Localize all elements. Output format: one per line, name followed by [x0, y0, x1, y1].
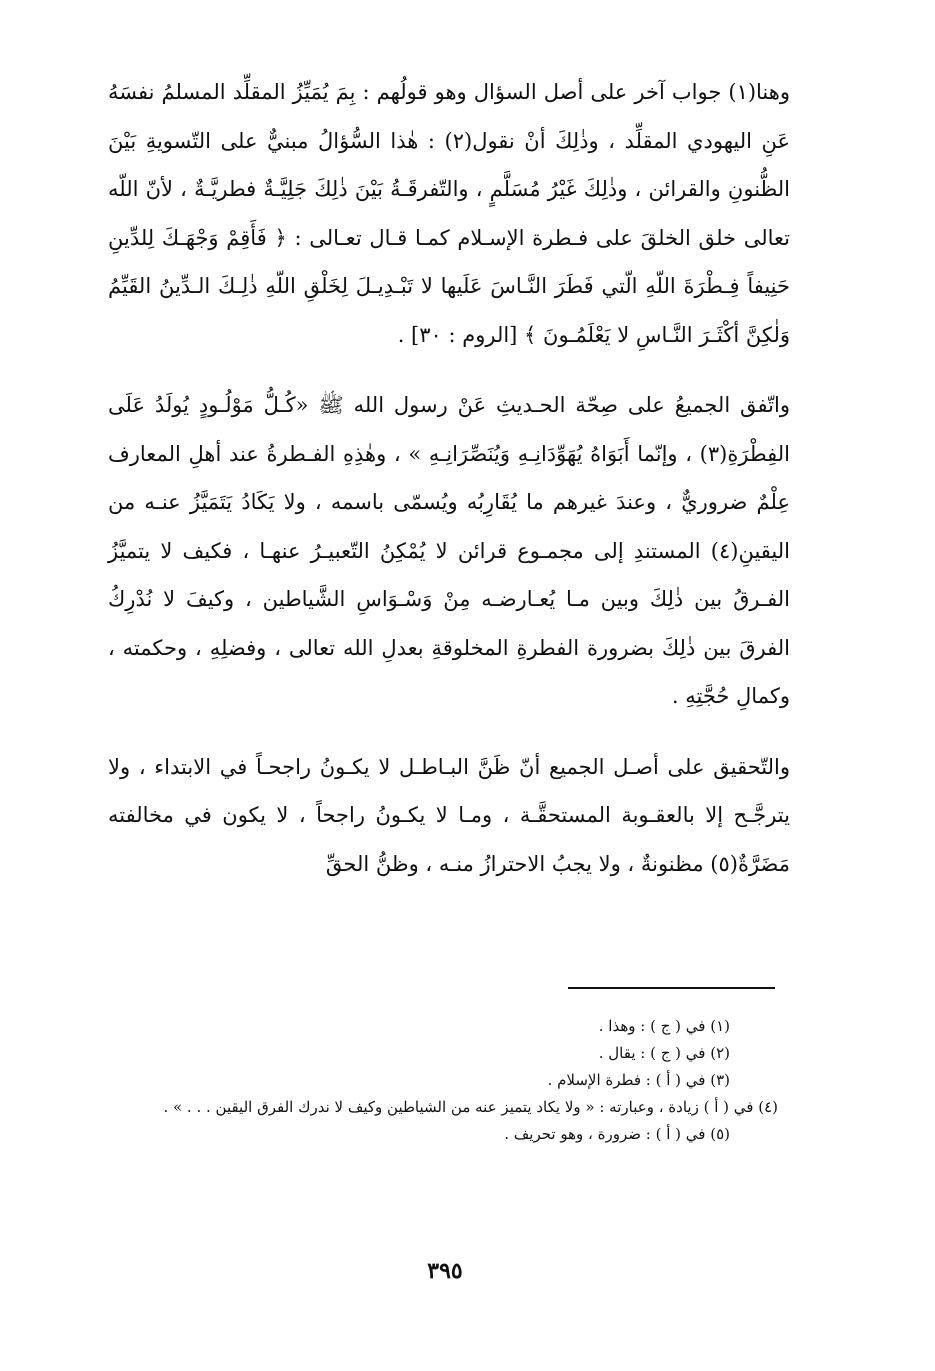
footnote-separator — [568, 987, 775, 989]
paragraph-3: والتّحقيق على أصـل الجميع أنّ ظَنَّ البـاطـل لا يكـونُ راجحـاً في الابتداء ، ولا يترجَّـح إلا بالعقـوبة المستحقَّـة ، ومـا لا يكـونُ راجحاً ، لا يكون في مخالفته مَضَرَّةٌ(٥) مظنونةٌ ، ولا يجبُ الاحترازُ منـه ، وظنُّ الحقِّ — [108, 754, 790, 876]
footnote-1: (١) في ( ج ) : وهذا . — [598, 1017, 730, 1035]
footnote-4: (٤) في ( أ ) زيادة ، وعبارته : « ولا يكاد يتميز عنه من الشياطين وكيف لا ندرك الفرق اليقين . . . » . — [163, 1098, 778, 1116]
main-text — [108, 68, 790, 910]
paragraph-1: وهنا(١) جواب آخر على أصل السؤال وهو قولُهم : بِمَ يُمَيِّزُ المقلِّد المسلمُ نفسَهُ عَنِ اليهودي المقلِّد ، وذٰلِكَ أنْ نقول(٢) : هٰذا السُّؤالُ مبنيٌّ على التّسويةِ بَيْنَ الظُّنونِ والقرائن ، وذٰلِكَ غَيْرُ مُسَلَّمٍ ، والتّفرقَـةُ بَيْنَ ذٰلِكَ جَلِيَّـةٌ فطريَّـةٌ ، لأنّ اللّه تعالى خلق الخلقَ على فـطرة الإسـلام كمـا قـال تعـالى : ﴿ فَأَقِمْ وَجْهَـكَ لِلدِّينِ حَنِيفاً فِـطْرَةَ اللّهِ الّتي فَطَرَ النَّـاسَ عَلَيها لا تَبْـدِيـلَ لِخَلْقِ اللّهِ ذٰلِـكَ الـدِّينُ القَيِّمُ وَلٰكِنَّ أكْثَـرَ النَّـاسِ لا يَعْلَمُـونَ ﴾ [الروم : ٣٠] . — [108, 80, 790, 347]
footnote-3: (٣) في ( أ ) : فطرة الإسلام . — [547, 1071, 730, 1089]
footnote-5: (٥) في ( أ ) : ضرورة ، وهو تحريف . — [504, 1125, 730, 1143]
paragraph-2: واتّفق الجميعُ على صِحّة الحـديثِ عَنْ رسول الله ﷺ «كُـلُّ مَوْلُـودٍ يُولَدُ عَلَى الفِطْرَةِ(٣) ، وإنّما أَبَوَاهُ يُهَوِّدَانِـهِ وَيُنَصِّرَانِـهِ » ، وهٰذِهِ الفـطرةُ عند أهلِ المعارف عِلْمٌ ضروريٌّ ، وعندَ غيرهم ما يُقَارِبُه ويُسمّى باسمه ، ولا يَكَادُ يَتَمَيَّزُ عنـه من اليقينِ(٤) المستندِ إلى مجمـوع قرائن لا يُمْكِنُ التّعبيـرُ عنهـا ، فكيف لا يتميَّزُ الفـرقُ بين ذٰلِكَ وبين مـا يُعـارضـه مِنْ وَسْـوَاسِ الشَّياطين ، وكيفَ لا نُدْرِكُ الفرقَ بين ذٰلِكَ بضرورة الفطرةِ المخلوقةِ بعدلِ الله تعالى ، وفضلِهِ ، وحكمته ، وكمالِ حُجَّتِهِ . — [108, 393, 790, 708]
footnote-2: (٢) في ( ج ) : يقال . — [598, 1044, 730, 1062]
footnotes — [108, 1013, 778, 1148]
page-number: ٣٩٥ — [427, 1258, 463, 1284]
